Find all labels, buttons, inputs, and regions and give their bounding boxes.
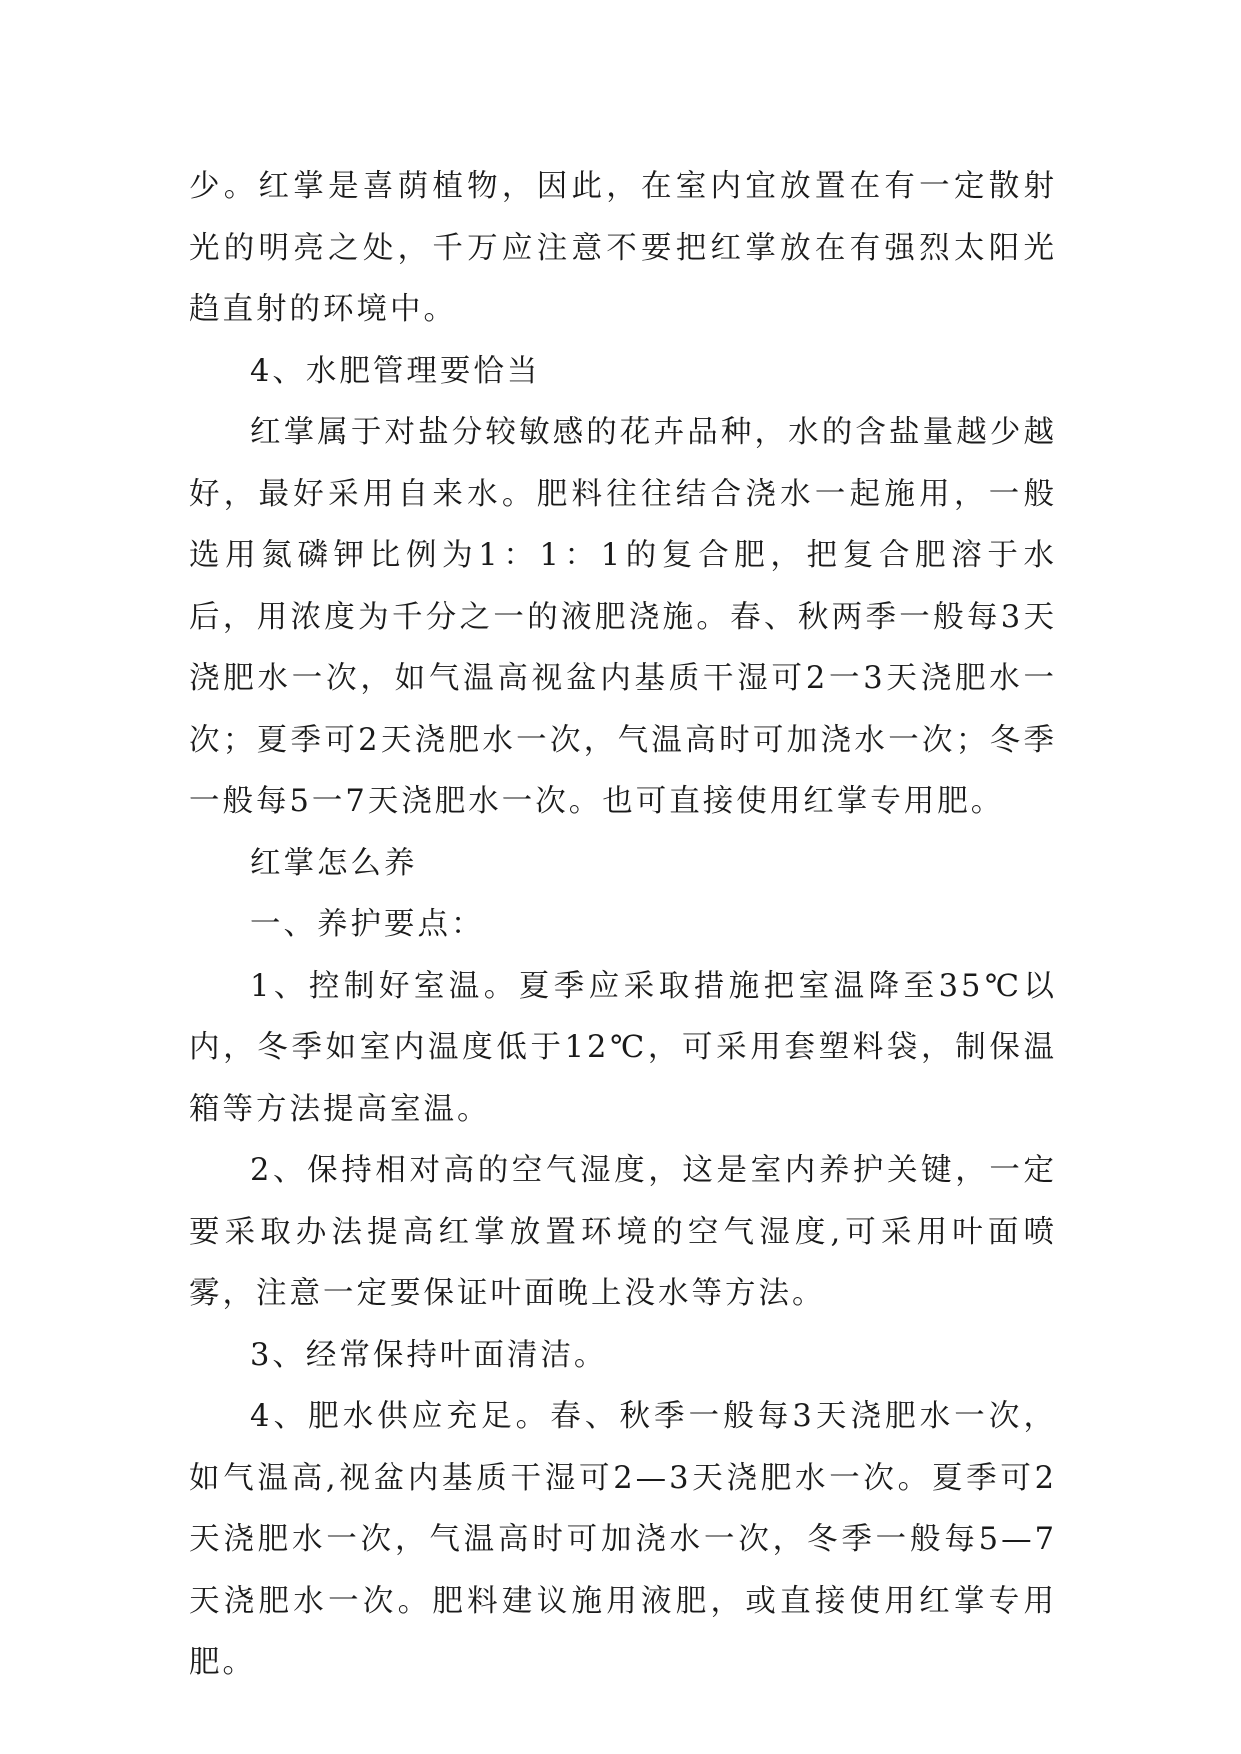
heading-water-fertilizer: 4、水肥管理要恰当 xyxy=(250,353,541,389)
paragraph-fertilizer-supply: 4、肥水供应充足。春、秋季一般每3天浇肥水一次，如气温高,视盆内基质干湿可2—3天浇肥水一次。夏季可2天浇肥水一次，气温高时可加浇水一次，冬季一般每5—7天浇肥水一次。肥料建议施用液肥，或直接使用红掌专用肥。 xyxy=(189,1399,1057,1680)
heading-how-to-care: 红掌怎么养 xyxy=(250,845,418,881)
paragraph-room-temperature: 1、控制好室温。夏季应采取措施把室温降至35℃以内，冬季如室内温度低于12℃，可采用套塑料袋，制保温箱等方法提高室温。 xyxy=(189,968,1057,1127)
paragraph-air-humidity: 2、保持相对高的空气湿度，这是室内养护关键，一定要采取办法提高红掌放置环境的空气湿度,可采用叶面喷雾，注意一定要保证叶面晚上没水等方法。 xyxy=(189,1153,1057,1311)
document-body xyxy=(189,156,1057,1694)
paragraph-light-requirement: 少。红掌是喜荫植物，因此，在室内宜放置在有一定散射光的明亮之处，千万应注意不要把红掌放在有强烈太阳光趋直射的环境中。 xyxy=(189,169,1057,327)
heading-care-points: 一、养护要点： xyxy=(250,907,485,942)
paragraph-leaf-cleaning: 3、经常保持叶面清洁。 xyxy=(250,1337,608,1373)
paragraph-water-fertilizer: 红掌属于对盐分较敏感的花卉品种，水的含盐量越少越好，最好采用自来水。肥料往往结合浇水一起施用，一般选用氮磷钾比例为1：1：1的复合肥，把复合肥溶于水后，用浓度为千分之一的液肥浇施。春、秋两季一般每3天浇肥水一次，如气温高视盆内基质干湿可2一3天浇肥水一次；夏季可2天浇肥水一次，气温高时可加浇水一次；冬季一般每5一7天浇肥水一次。也可直接使用红掌专用肥。 xyxy=(189,415,1057,819)
